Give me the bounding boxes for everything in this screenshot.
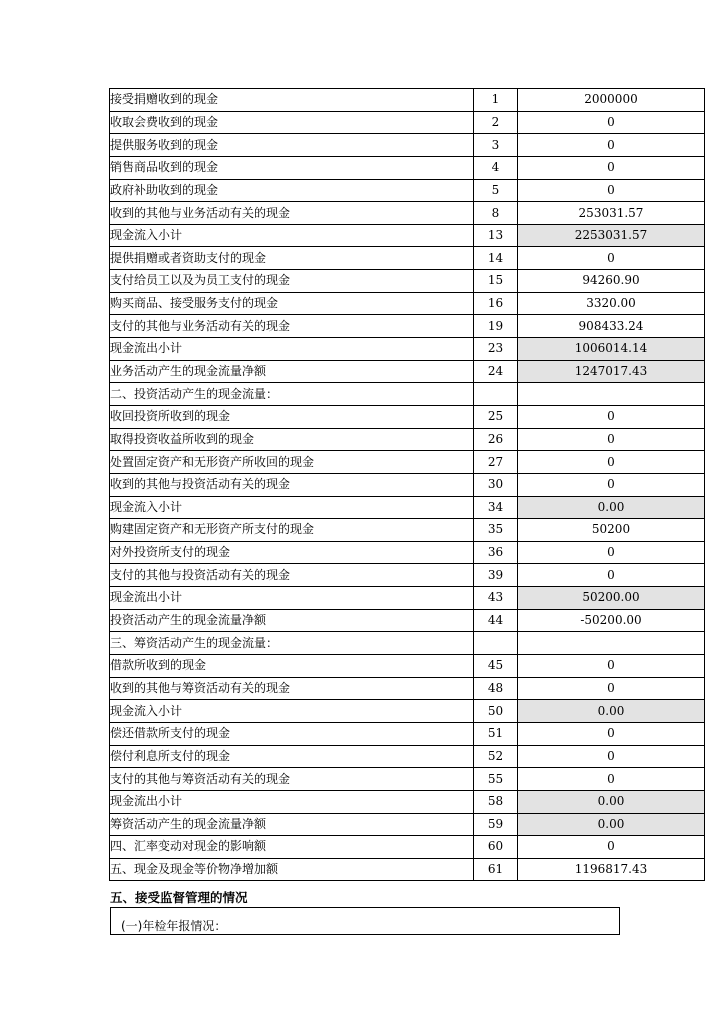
cash-flow-table [109, 88, 705, 881]
table-row [110, 519, 705, 542]
row-code: 25 [474, 405, 518, 428]
table-row [110, 156, 705, 179]
row-value: 0 [518, 405, 705, 428]
table-row [110, 224, 705, 247]
row-label: 借款所收到的现金 [110, 655, 474, 678]
row-label: 支付给员工以及为员工支付的现金 [110, 270, 474, 293]
row-value: 0 [518, 111, 705, 134]
row-label: 偿还借款所支付的现金 [110, 722, 474, 745]
table-row [110, 292, 705, 315]
row-value [518, 632, 705, 655]
row-label: 业务活动产生的现金流量净额 [110, 360, 474, 383]
row-value: 2000000 [518, 89, 705, 112]
row-code: 4 [474, 156, 518, 179]
row-label: 筹资活动产生的现金流量净额 [110, 813, 474, 836]
row-label: 二、投资活动产生的现金流量： [110, 383, 474, 406]
row-label: 三、筹资活动产生的现金流量： [110, 632, 474, 655]
row-code: 23 [474, 338, 518, 361]
row-value: 1196817.43 [518, 858, 705, 881]
row-code: 48 [474, 677, 518, 700]
table-row [110, 564, 705, 587]
row-value: 0 [518, 179, 705, 202]
row-value: 0 [518, 677, 705, 700]
section-title-supervision: 五、接受监督管理的情况 [110, 890, 248, 905]
table-row [110, 541, 705, 564]
row-code: 45 [474, 655, 518, 678]
row-value: 0 [518, 768, 705, 791]
row-code [474, 383, 518, 406]
table-row [110, 405, 705, 428]
table-row [110, 609, 705, 632]
row-label: 五、现金及现金等价物净增加额 [110, 858, 474, 881]
row-value: 0 [518, 722, 705, 745]
row-label: 提供服务收到的现金 [110, 134, 474, 157]
row-value: 0 [518, 655, 705, 678]
row-value [518, 383, 705, 406]
table-row [110, 858, 705, 881]
table-row [110, 247, 705, 270]
row-value: 3320.00 [518, 292, 705, 315]
row-code: 5 [474, 179, 518, 202]
row-code: 36 [474, 541, 518, 564]
row-value: 0 [518, 836, 705, 859]
table-row [110, 790, 705, 813]
row-code: 30 [474, 473, 518, 496]
row-value: 0.00 [518, 496, 705, 519]
row-label: 提供捐赠或者资助支付的现金 [110, 247, 474, 270]
table-row [110, 677, 705, 700]
row-value: -50200.00 [518, 609, 705, 632]
table-row [110, 836, 705, 859]
row-label: 支付的其他与投资活动有关的现金 [110, 564, 474, 587]
row-label: 现金流入小计 [110, 496, 474, 519]
annual-inspection-box [110, 907, 620, 935]
row-label: 现金流入小计 [110, 224, 474, 247]
row-value: 2253031.57 [518, 224, 705, 247]
row-value: 0.00 [518, 813, 705, 836]
row-value: 0 [518, 247, 705, 270]
row-label: 收到的其他与投资活动有关的现金 [110, 473, 474, 496]
table-row [110, 745, 705, 768]
row-code: 34 [474, 496, 518, 519]
row-value: 0 [518, 451, 705, 474]
row-value: 0 [518, 134, 705, 157]
row-code: 14 [474, 247, 518, 270]
row-label: 收到的其他与筹资活动有关的现金 [110, 677, 474, 700]
table-row [110, 473, 705, 496]
row-code: 52 [474, 745, 518, 768]
table-row [110, 89, 705, 112]
table-row [110, 722, 705, 745]
table-row [110, 496, 705, 519]
row-code: 43 [474, 587, 518, 610]
row-label: 收取会费收到的现金 [110, 111, 474, 134]
row-value: 50200.00 [518, 587, 705, 610]
row-value: 0 [518, 428, 705, 451]
row-value: 0.00 [518, 700, 705, 723]
row-value: 50200 [518, 519, 705, 542]
annual-inspection-label: (一)年检年报情况： [121, 919, 227, 933]
row-code: 2 [474, 111, 518, 134]
row-label: 偿付利息所支付的现金 [110, 745, 474, 768]
row-label: 收回投资所收到的现金 [110, 405, 474, 428]
row-code: 61 [474, 858, 518, 881]
row-value: 0 [518, 156, 705, 179]
row-code: 15 [474, 270, 518, 293]
row-value: 908433.24 [518, 315, 705, 338]
row-label: 政府补助收到的现金 [110, 179, 474, 202]
table-row [110, 428, 705, 451]
row-code: 60 [474, 836, 518, 859]
row-code: 59 [474, 813, 518, 836]
row-label: 四、汇率变动对现金的影响额 [110, 836, 474, 859]
row-value: 0 [518, 564, 705, 587]
row-code: 27 [474, 451, 518, 474]
row-code: 19 [474, 315, 518, 338]
table-row [110, 655, 705, 678]
row-code: 35 [474, 519, 518, 542]
row-label: 销售商品收到的现金 [110, 156, 474, 179]
row-code: 3 [474, 134, 518, 157]
row-value: 1006014.14 [518, 338, 705, 361]
table-row [110, 179, 705, 202]
row-code: 24 [474, 360, 518, 383]
row-code: 1 [474, 89, 518, 112]
row-code: 13 [474, 224, 518, 247]
table-row [110, 134, 705, 157]
table-row [110, 632, 705, 655]
table-row [110, 338, 705, 361]
row-label: 取得投资收益所收到的现金 [110, 428, 474, 451]
row-code [474, 632, 518, 655]
row-code: 55 [474, 768, 518, 791]
row-code: 44 [474, 609, 518, 632]
row-label: 投资活动产生的现金流量净额 [110, 609, 474, 632]
row-value: 1247017.43 [518, 360, 705, 383]
row-value: 0.00 [518, 790, 705, 813]
row-code: 50 [474, 700, 518, 723]
table-row [110, 768, 705, 791]
row-label: 现金流入小计 [110, 700, 474, 723]
row-code: 39 [474, 564, 518, 587]
table-row [110, 587, 705, 610]
row-label: 现金流出小计 [110, 338, 474, 361]
row-code: 51 [474, 722, 518, 745]
table-row [110, 111, 705, 134]
row-label: 处置固定资产和无形资产所收回的现金 [110, 451, 474, 474]
row-label: 收到的其他与业务活动有关的现金 [110, 202, 474, 225]
row-label: 现金流出小计 [110, 790, 474, 813]
row-code: 58 [474, 790, 518, 813]
table-row [110, 202, 705, 225]
row-code: 26 [474, 428, 518, 451]
row-label: 接受捐赠收到的现金 [110, 89, 474, 112]
table-row [110, 315, 705, 338]
table-row [110, 270, 705, 293]
row-value: 0 [518, 473, 705, 496]
table-row [110, 813, 705, 836]
table-row [110, 383, 705, 406]
table-row [110, 360, 705, 383]
row-code: 16 [474, 292, 518, 315]
table-row [110, 451, 705, 474]
row-label: 购建固定资产和无形资产所支付的现金 [110, 519, 474, 542]
row-value: 0 [518, 745, 705, 768]
row-label: 支付的其他与业务活动有关的现金 [110, 315, 474, 338]
row-value: 253031.57 [518, 202, 705, 225]
row-label: 支付的其他与筹资活动有关的现金 [110, 768, 474, 791]
row-value: 0 [518, 541, 705, 564]
row-label: 对外投资所支付的现金 [110, 541, 474, 564]
table-row [110, 700, 705, 723]
row-value: 94260.90 [518, 270, 705, 293]
row-label: 购买商品、接受服务支付的现金 [110, 292, 474, 315]
row-label: 现金流出小计 [110, 587, 474, 610]
row-code: 8 [474, 202, 518, 225]
